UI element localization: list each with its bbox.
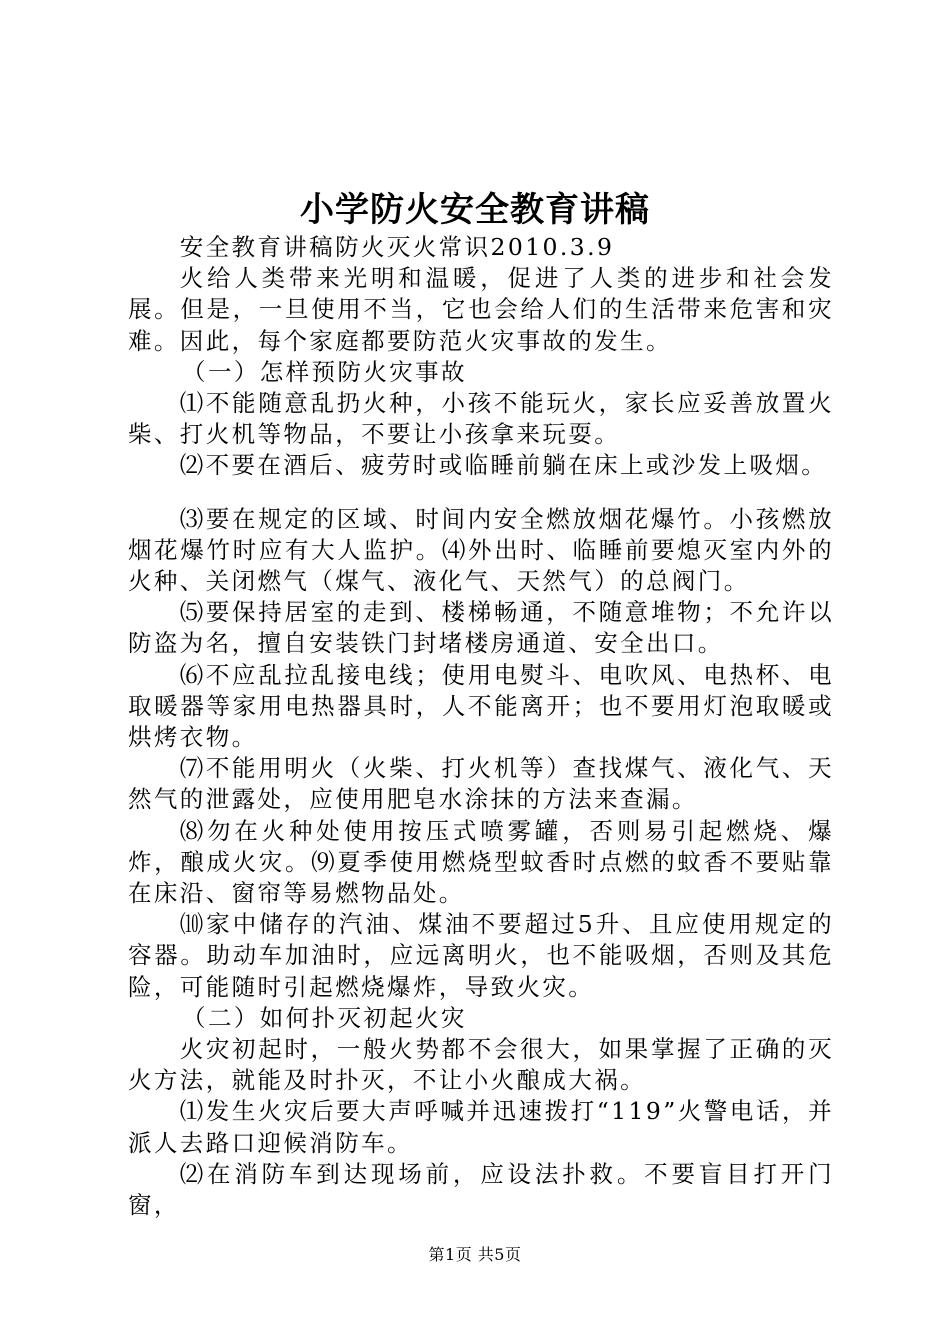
paragraph-item-6: ⑹不应乱拉乱接电线；使用电熨斗、电吹风、电热杯、电取暖器等家用电热器具时，人不能离开；也不要用灯泡取暖或烘烤衣物。 [128, 660, 834, 752]
paragraph-gap [128, 482, 834, 504]
paragraph-intro: 火给人类带来光明和温暖，促进了人类的进步和社会发展。但是，一旦使用不当，它也会给人们的生活带来危害和灾难。因此，每个家庭都要防范火灾事故的发生。 [128, 264, 834, 355]
paragraph-subtitle: 安全教育讲稿防火灭火常识2010.3.9 [179, 233, 615, 261]
paragraph-item-8-9: ⑻勿在火种处使用按压式喷雾罐，否则易引起燃烧、爆炸，酿成火灾。⑼夏季使用燃烧型蚊香时点燃的蚊香不要贴靠在床沿、窗帘等易燃物品处。 [128, 816, 834, 908]
paragraph-item-2: ⑵不要在酒后、疲劳时或临睡前躺在床上或沙发上吸烟。 [179, 451, 828, 480]
paragraph-extinguish-item-1: ⑴发生火灾后要大声呼喊并迅速拨打“119”火警电话，并派人去路口迎候消防车。 [128, 1097, 834, 1157]
paragraph-extinguish-item-2: ⑵在消防车到达现场前，应设法扑救。不要盲目打开门窗， [128, 1159, 834, 1220]
paragraph-item-1: ⑴不能随意乱扔火种，小孩不能玩火，家长应妥善放置火柴、打火机等物品，不要让小孩拿来玩耍。 [128, 389, 834, 449]
page-footer: 第1页 共5页 [428, 1245, 522, 1264]
paragraph-item-7: ⑺不能用明火（火柴、打火机等）查找煤气、液化气、天然气的泄露处，应使用肥皂水涂抹的方法来查漏。 [128, 754, 834, 814]
section-heading-prevention: （一）怎样预防火灾事故 [182, 357, 467, 386]
document-title: 小学防火安全教育讲稿 [300, 190, 650, 230]
paragraph-item-10: ⑽家中储存的汽油、煤油不要超过5升、且应使用规定的容器。助动车加油时，应远离明火，也不能吸烟，否则及其危险，可能随时引起燃烧爆炸，导致火灾。 [128, 910, 834, 1001]
paragraph-item-5: ⑸要保持居室的走到、楼梯畅通，不随意堆物；不允许以防盗为名，擅自安装铁门封堵楼房通道、安全出口。 [128, 598, 834, 658]
section-heading-extinguish: （二）如何扑灭初起火灾 [182, 1003, 467, 1032]
paragraph-item-3-4: ⑶要在规定的区域、时间内安全燃放烟花爆竹。小孩燃放烟花爆竹时应有大人监护。⑷外出时、临睡前要熄灭室内外的火种、关闭燃气（煤气、液化气、天然气）的总阀门。 [128, 504, 834, 596]
paragraph-extinguish-intro: 火灾初起时，一般火势都不会很大，如果掌握了正确的灭火方法，就能及时扑灭，不让小火酿成大祸。 [128, 1035, 834, 1095]
document-body [128, 232, 834, 1221]
